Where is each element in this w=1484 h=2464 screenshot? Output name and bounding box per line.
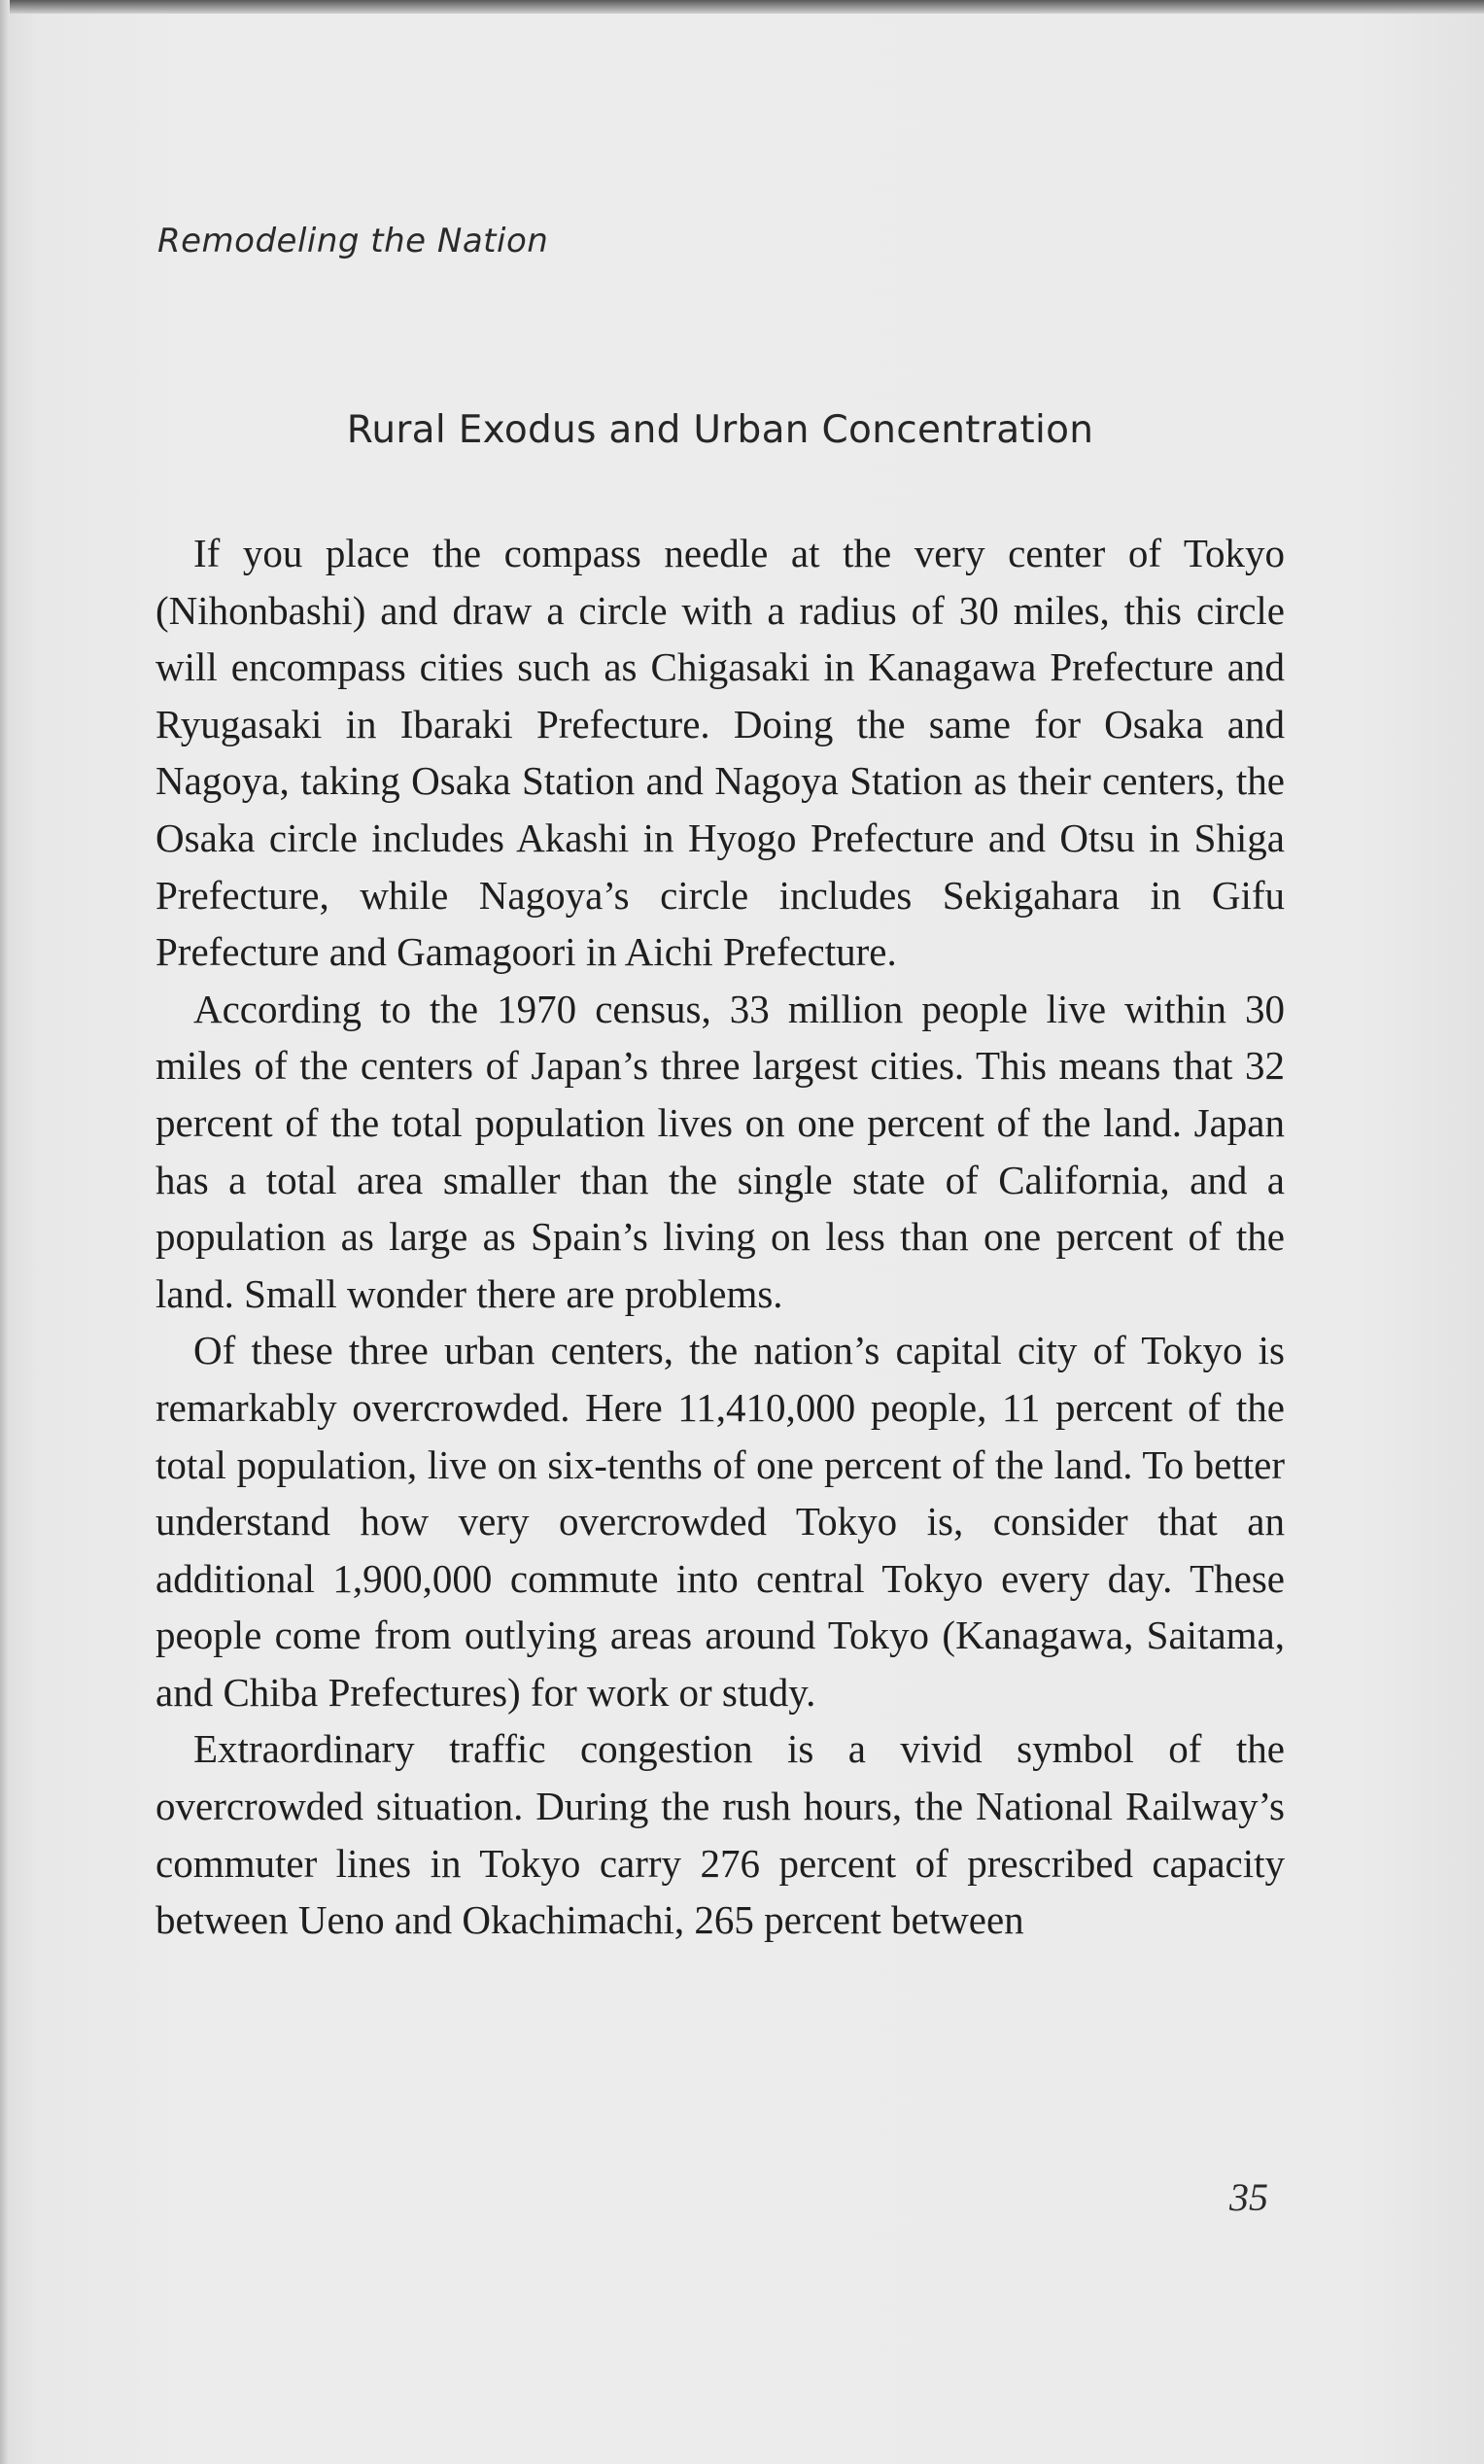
- page-top-edge: [0, 0, 1484, 14]
- paragraph: Of these three urban centers, the nation’s capital city of Tokyo is remarkably overcrowded. Here 11,410,000 people, 11 percent of the total population, live on six-tenths of one percent of the land. To better understand how very overcrowded Tokyo is, consider that an additional 1,900,000 commute into central Tokyo every day. These people come from outlying areas around Tokyo (Kanagawa, Saitama, and Chiba Prefectures) for work or study.: [155, 1328, 1285, 1715]
- running-head: Remodeling the Nation: [157, 222, 549, 260]
- paragraph: According to the 1970 census, 33 million people live within 30 miles of the centers of Japan’s three largest cities. This means that 32 percent of the total population lives on one percent of the land. Japan has a total area smaller than the single state of California, and a population as large as Spain’s living on less than one percent of the land. Small wonder there are problems.: [155, 986, 1285, 1316]
- section-title: Rural Exodus and Urban Concentration: [346, 408, 1094, 452]
- paragraph: If you place the compass needle at the very center of Tokyo (Nihonbashi) and draw a circle with a radius of 30 miles, this circle will encompass cities such as Chigasaki in Kanagawa Prefecture and Ryugasaki in Ibaraki Prefecture. Doing the same for Osaka and Nagoya, taking Osaka Station and Nagoya Station as their centers, the Osaka circle includes Akashi in Hyogo Prefecture and Otsu in Shiga Prefecture, while Nagoya’s circle includes Sekigahara in Gifu Prefecture and Gamagoori in Aichi Prefecture.: [155, 531, 1285, 975]
- page-binding-edge: [0, 0, 10, 2464]
- body-text: [155, 525, 1285, 1949]
- page-number: 35: [1229, 2175, 1268, 2219]
- paragraph: Extraordinary traffic congestion is a vivid symbol of the overcrowded situation. During the rush hours, the National Railway’s commuter lines in Tokyo carry 276 percent of prescribed capacity between Ueno and Okachimachi, 265 percent between: [155, 1726, 1285, 1943]
